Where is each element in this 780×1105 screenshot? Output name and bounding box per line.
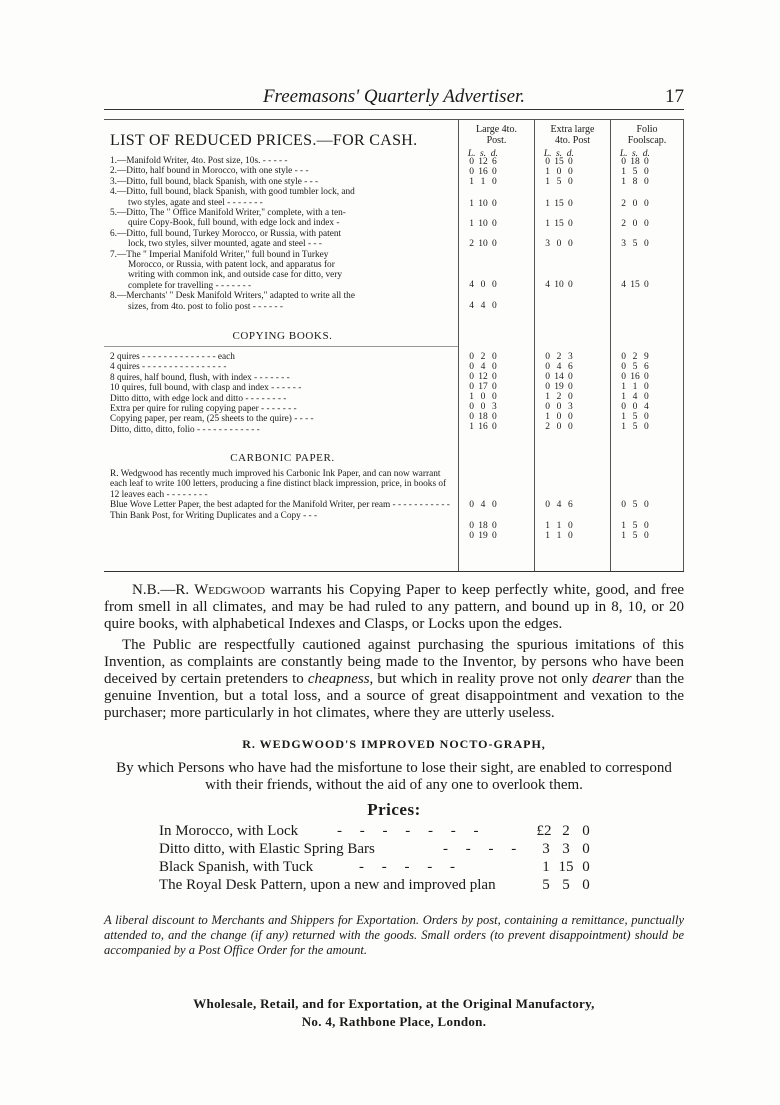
price-cell: 0 4 6 — [545, 362, 573, 372]
copying-books-heading: COPYING BOOKS. — [232, 330, 333, 342]
carbonic-paper-heading: CARBONIC PAPER. — [230, 452, 335, 464]
price-value: 0 — [582, 877, 590, 893]
column-divider — [683, 119, 684, 571]
section-rule — [104, 346, 458, 347]
leader-dots: - - - - — [443, 841, 517, 857]
list-item: Thin Bank Post, for Writing Duplicates and a Copy - - - — [110, 510, 318, 521]
price-cell: 0 18 0 — [469, 412, 497, 422]
price-cell: 0 2 9 — [621, 352, 649, 362]
price-cell: 1 1 0 — [545, 531, 573, 541]
price-cell: 1 5 0 — [621, 531, 649, 541]
price-cell: 0 16 0 — [469, 167, 497, 177]
column-header-extra-large: Extra large 4to. Post — [550, 124, 595, 146]
list-item: 2 quires - - - - - - - - - - - - - - each — [110, 352, 235, 362]
list-item: 4.—Ditto, full bound, black Spanish, with good tumbler lock, and — [110, 187, 355, 198]
caution-paragraph: The Public are respectfully cautioned against purchasing the spurious imitations of this Invention, as complaints are constantly being made to the Inventor, by persons who have been deceived by certain pretenders to cheapness, but which in reality prove not only dearer than the genuine Invention, but a total loss, and a source of great disappointment and vexation to the purchaser; more particularly in hot climates, where they are utterly useless. — [104, 637, 684, 721]
price-line — [159, 859, 629, 876]
price-cell: 0 15 0 — [545, 157, 573, 167]
price-cell: 3 5 0 — [621, 239, 649, 249]
lsd-header: L. s. d. — [619, 149, 650, 159]
column-divider — [534, 119, 535, 571]
price-cell: 0 5 0 — [621, 500, 649, 510]
price-cell: 0 12 6 — [469, 157, 497, 167]
price-cell: 1 4 0 — [621, 392, 649, 402]
list-item: 10 quires, full bound, with clasp and index - - - - - - — [110, 383, 302, 394]
price-cell: 0 14 0 — [545, 372, 573, 382]
table-top-rule — [104, 119, 684, 120]
price-table — [104, 119, 684, 572]
price-line — [159, 841, 629, 858]
table-title: LIST OF REDUCED PRICES.—FOR CASH. — [110, 132, 418, 149]
price-cell: 0 0 3 — [545, 402, 573, 412]
price-cell: 0 19 0 — [469, 531, 497, 541]
price-value: 0 — [582, 823, 590, 839]
prices-title: Prices: — [367, 800, 421, 819]
column-divider — [458, 119, 459, 571]
price-cell: 1 15 0 — [545, 219, 573, 229]
price-cell: 0 0 3 — [469, 402, 497, 412]
price-value: 5 — [562, 877, 570, 893]
list-item: Blue Wove Letter Paper, the best adapted for the Manifold Writer, per ream - - - - - - - - - - - — [110, 500, 450, 511]
leader-dots: - - - - - - - — [337, 823, 479, 839]
list-item: 5.—Ditto, The " Office Manifold Writer," complete, with a ten- — [110, 208, 346, 219]
price-cell: 4 15 0 — [621, 280, 649, 290]
leader-dots: - - - - - — [359, 859, 455, 875]
list-item: Extra per quire for ruling copying paper - - - - - - - — [110, 404, 297, 415]
discount-note: A liberal discount to Merchants and Shippers for Exportation. Orders by post, containing a remittance, punctually attended to, and the change (if any) returned with the goods. Small orders (to prevent disappointment) should be accompanied by a Post Office Order for the amount. — [104, 913, 684, 957]
price-cell: 1 0 0 — [545, 167, 573, 177]
imprint-line-2: No. 4, Rathbone Place, London. — [301, 1014, 487, 1029]
column-divider — [610, 119, 611, 571]
price-line — [159, 823, 629, 840]
list-item: 2.—Ditto, half bound in Morocco, with one style - - - — [110, 166, 309, 177]
price-cell: 4 10 0 — [545, 280, 573, 290]
price-value: 2 — [562, 823, 570, 839]
price-cell: 4 4 0 — [469, 301, 497, 311]
lsd-header: L. s. d. — [543, 149, 574, 159]
price-cell: 1 1 0 — [621, 382, 649, 392]
price-value: 0 — [582, 841, 590, 857]
price-cell: 1 1 0 — [469, 177, 497, 187]
nb-paragraph: N.B.—R. Wedgwood warrants his Copying Paper to keep perfectly white, good, and free from smell in all climates, and may be had ruled to any pattern, and bound up in 8, 10, or 20 quire books, with alphabetical Indexes and Clasps, or Locks upon the edges. — [104, 582, 685, 632]
list-item: 8 quires, half bound, flush, with index - - - - - - - — [110, 372, 290, 383]
price-cell: 1 10 0 — [469, 199, 497, 209]
list-item: Copying paper, per ream, (25 sheets to the quire) - - - - — [110, 414, 314, 425]
carbonic-paper-list — [110, 469, 455, 521]
price-cell: 1 8 0 — [621, 177, 649, 187]
price-cell: 0 18 0 — [469, 521, 497, 531]
price-line-label: Black Spanish, with Tuck — [159, 859, 314, 875]
price-value: 3 — [562, 841, 570, 857]
list-item: 4 quires - - - - - - - - - - - - - - - - — [110, 362, 227, 373]
price-cell: 2 0 0 — [621, 219, 649, 229]
list-item: Ditto, ditto, ditto, folio - - - - - - - - - - - - — [110, 424, 260, 435]
price-line-label: Ditto ditto, with Elastic Spring Bars — [159, 841, 375, 857]
price-value: £2 — [536, 823, 552, 839]
lsd-header: L. s. d. — [467, 149, 498, 159]
price-cell: 1 5 0 — [621, 521, 649, 531]
price-cell: 1 1 0 — [545, 521, 573, 531]
price-cell: 0 17 0 — [469, 382, 497, 392]
price-cell: 4 0 0 — [469, 280, 497, 290]
price-cell: 1 10 0 — [469, 219, 497, 229]
price-cell: 1 5 0 — [621, 167, 649, 177]
noctograph-heading: R. WEDGWOOD'S IMPROVED NOCTO-GRAPH, — [242, 737, 546, 751]
page-title: Freemasons' Quarterly Advertiser. — [262, 86, 526, 107]
price-cell: 1 0 0 — [469, 392, 497, 402]
price-cell: 2 0 0 — [545, 422, 573, 432]
noctograph-description: By which Persons who have had the misfortune to lose their sight, are enabled to correspond with their friends, without the aid of any one to overlook them. — [116, 760, 672, 793]
page-number: 17 — [665, 86, 684, 107]
price-cell: 0 4 0 — [469, 500, 497, 510]
price-line-label: In Morocco, with Lock — [159, 823, 299, 839]
price-cell: 1 0 0 — [545, 412, 573, 422]
price-cell: 0 16 0 — [621, 372, 649, 382]
price-line-label: The Royal Desk Pattern, upon a new and improved plan — [159, 877, 496, 893]
price-cell: 0 2 3 — [545, 352, 573, 362]
imprint-line-1: Wholesale, Retail, and for Exportation, at the Original Manufactory, — [193, 996, 595, 1011]
list-item: R. Wedgwood has recently much improved his Carbonic Ink Paper, and can now warrant each leaf to write 100 letters, producing a fine distinct black impression, price, in books of 12 leaves each - - - - - - - - — [110, 469, 447, 500]
price-value: 0 — [582, 859, 590, 875]
price-cell: 0 0 4 — [621, 402, 649, 412]
price-cell: 0 18 0 — [621, 157, 649, 167]
list-item: 1.—Manifold Writer, 4to. Post size, 10s. - - - - - — [110, 156, 288, 166]
price-cell: 0 19 0 — [545, 382, 573, 392]
price-cell: 0 5 6 — [621, 362, 649, 372]
column-header-folio: Folio Foolscap. — [627, 124, 667, 146]
running-header — [104, 86, 684, 108]
list-item: 7.—The " Imperial Manifold Writer," full bound in Turkey — [110, 249, 329, 260]
price-cell: 2 0 0 — [621, 199, 649, 209]
price-cell: 2 10 0 — [469, 239, 497, 249]
price-cell: 1 5 0 — [545, 177, 573, 187]
list-item: 6.—Ditto, full bound, Turkey Morocco, or Russia, with patent — [110, 228, 342, 239]
header-rule — [104, 109, 684, 110]
price-value: 5 — [542, 877, 550, 893]
list-item: Ditto ditto, with edge lock and ditto - - - - - - - - — [110, 393, 287, 404]
manifold-writer-list: 1.—Manifold Writer, 4to. Post size, 10s. - - - - - 2.—Ditto, half bound in Morocco, with one style - - - 3.—Ditto, full bound, black Spanish, with one style - - - 4.—Ditto, full bound, black Spanish, with good tumbler lock, and two styles, agate and steel - - - - - - - 5.—Ditto, The " Office Manifold Writer," complete, with a ten- quire Copy-Book, full bound, with edge lock and index - 6.—Ditto, full bound, Turkey Morocco, or Russia, with patent lock, two styles, silver mounted, agate and steel - - - 7.—The " Imperial Manifold Writer," full bound in Turkey Morocco, or Russia, with patent lock, and apparatus for writing with common ink, and outside case for ditto, very complete for travelling - - - - - - - 8.—Merchants' " Desk Manifold Writers," adapted to write all the sizes, from 4to. post to folio post - - - - - - — [110, 156, 455, 312]
price-cell: 1 16 0 — [469, 422, 497, 432]
price-value: 3 — [542, 841, 550, 857]
price-cell: 1 5 0 — [621, 422, 649, 432]
price-cell: 0 4 6 — [545, 500, 573, 510]
price-cell: 0 12 0 — [469, 372, 497, 382]
copying-books-list — [110, 352, 455, 435]
price-value: 15 — [558, 859, 574, 875]
price-cell: 1 15 0 — [545, 199, 573, 209]
price-cell: 3 0 0 — [545, 239, 573, 249]
column-header-large-4to: Large 4to. Post. — [476, 124, 517, 146]
price-cell: 1 2 0 — [545, 392, 573, 402]
price-cell: 0 2 0 — [469, 352, 497, 362]
price-value: 1 — [542, 859, 550, 875]
list-item: 8.—Merchants' " Desk Manifold Writers," adapted to write all the — [110, 291, 355, 302]
list-item: 3.—Ditto, full bound, black Spanish, with one style - - - — [110, 176, 319, 187]
price-cell: 0 4 0 — [469, 362, 497, 372]
price-cell: 1 5 0 — [621, 412, 649, 422]
price-line — [159, 877, 629, 894]
